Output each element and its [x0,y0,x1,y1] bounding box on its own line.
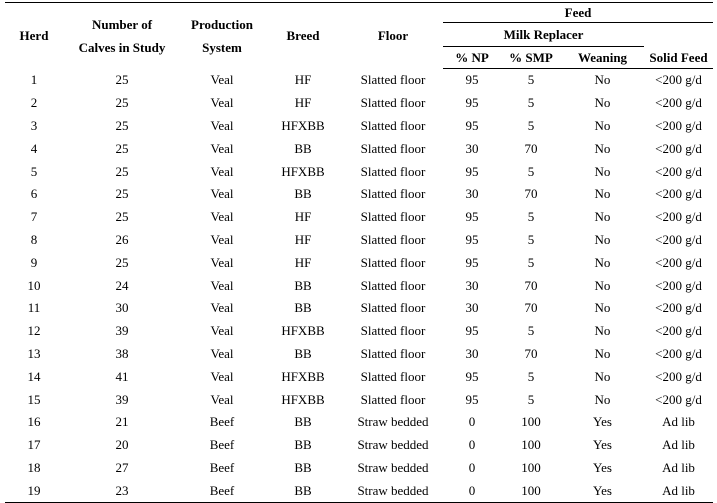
cell-np: 95 [465,391,479,407]
cell-system: Veal [210,186,234,202]
cell-weaning: No [594,163,611,179]
cell-floor: Slatted floor [360,254,426,270]
cell-calves: 39 [115,391,129,407]
cell-calves: 25 [115,254,129,270]
cell-floor: Slatted floor [360,231,426,247]
cell-np: 95 [465,231,479,247]
cell-weaning: No [594,323,611,339]
cell-floor: Straw bedded [357,414,429,430]
cell-system: Veal [210,117,234,133]
cell-system: Veal [210,231,234,247]
cell-weaning: No [594,391,611,407]
cell-calves: 25 [115,209,129,225]
cell-np: 0 [468,459,476,475]
cell-smp: 5 [527,254,535,270]
cell-solid-feed: Ad lib [662,414,695,430]
cell-breed: HFXBB [281,368,325,384]
header-herd: Herd [19,27,49,43]
cell-floor: Straw bedded [343,479,443,502]
cell-smp: 5 [527,231,535,247]
cell-smp: 100 [521,437,541,453]
cell-breed: HFXBB [281,391,325,407]
cell-system: Veal [210,300,234,316]
cell-smp: 70 [524,345,538,361]
cell-weaning: No [594,117,611,133]
cell-breed: HF [294,72,312,88]
header-solid-feed: Solid Feed [644,23,713,69]
cell-breed: BB [294,437,312,453]
cell-floor: Slatted floor [360,391,426,407]
cell-np: 95 [465,323,479,339]
cell-smp: 5 [527,117,535,133]
cell-smp: 70 [524,140,538,156]
cell-weaning: No [594,95,611,111]
cell-system: Veal [210,95,234,111]
cell-np: 95 [465,368,479,384]
cell-calves: 23 [63,479,181,502]
cell-breed: HFXBB [281,163,325,179]
cell-system: Veal [210,140,234,156]
cell-floor: Slatted floor [360,209,426,225]
table-row [5,320,713,343]
cell-breed: BB [263,479,343,502]
cell-floor: Slatted floor [360,300,426,316]
table-row [5,479,713,502]
cell-floor: Slatted floor [360,163,426,179]
table-row [5,92,713,115]
cell-smp: 100 [501,479,561,502]
table-row [5,251,713,274]
header-feed: Feed [443,3,713,23]
table-row [5,183,713,206]
cell-weaning: No [594,186,611,202]
cell-herd: 6 [30,186,38,202]
cell-np: 95 [465,209,479,225]
cell-smp: 5 [527,391,535,407]
cell-system: Beef [181,479,263,502]
cell-floor: Slatted floor [360,186,426,202]
cell-herd: 16 [27,414,41,430]
cell-breed: HF [294,95,312,111]
cell-floor: Straw bedded [357,437,429,453]
cell-herd: 4 [30,140,38,156]
cell-np: 95 [465,254,479,270]
cell-herd: 13 [27,345,41,361]
cell-system: Beef [209,414,235,430]
cell-solid-feed: <200 g/d [655,95,702,111]
cell-herd: 3 [30,117,38,133]
header-breed: Breed [286,27,320,43]
cell-weaning: Yes [593,437,612,453]
table-body [5,69,713,503]
cell-herd: 14 [27,368,41,384]
cell-weaning: Yes [561,479,644,502]
cell-calves: 38 [115,345,129,361]
cell-herd: 2 [30,95,38,111]
table-row [5,388,713,411]
cell-breed: BB [294,186,312,202]
header-floor: Floor [377,27,409,43]
cell-herd: 9 [30,254,38,270]
cell-calves: 21 [115,414,129,430]
cell-calves: 20 [115,437,129,453]
cell-solid-feed: <200 g/d [655,300,702,316]
cell-solid-feed: Ad lib [644,479,713,502]
cell-floor: Slatted floor [360,140,426,156]
cell-floor: Straw bedded [357,459,429,475]
cell-smp: 100 [521,414,541,430]
cell-floor: Slatted floor [360,277,426,293]
cell-solid-feed: <200 g/d [655,209,702,225]
cell-np: 0 [468,414,476,430]
cell-solid-feed: <200 g/d [655,323,702,339]
cell-smp: 70 [524,186,538,202]
cell-calves: 25 [115,163,129,179]
cell-system: Veal [210,209,234,225]
table-row [5,115,713,138]
cell-floor: Slatted floor [360,345,426,361]
cell-herd: 15 [27,391,41,407]
header-system-line2: System [202,39,242,55]
cell-calves: 25 [115,95,129,111]
table-row [5,69,713,92]
cell-weaning: No [594,345,611,361]
cell-smp: 5 [527,95,535,111]
cell-herd: 7 [30,209,38,225]
cell-system: Veal [210,368,234,384]
cell-system: Veal [210,163,234,179]
cell-floor: Slatted floor [360,95,426,111]
table-row [5,206,713,229]
cell-solid-feed: <200 g/d [655,277,702,293]
table-header [5,3,713,69]
cell-np: 95 [465,117,479,133]
cell-herd: 12 [27,323,41,339]
cell-solid-feed: Ad lib [662,459,695,475]
table-row [5,229,713,252]
cell-solid-feed: <200 g/d [655,140,702,156]
cell-breed: HF [294,231,312,247]
cell-np: 30 [465,277,479,293]
table-row [5,365,713,388]
cell-solid-feed: <200 g/d [655,231,702,247]
cell-weaning: Yes [593,414,612,430]
cell-calves: 25 [115,72,129,88]
cell-smp: 5 [527,72,535,88]
table-row [5,343,713,366]
cell-breed: BB [294,140,312,156]
cell-system: Veal [210,277,234,293]
cell-solid-feed: <200 g/d [655,254,702,270]
cell-solid-feed: <200 g/d [655,368,702,384]
cell-solid-feed: <200 g/d [655,72,702,88]
cell-system: Veal [210,72,234,88]
cell-weaning: No [594,72,611,88]
cell-breed: BB [294,300,312,316]
table-row [5,137,713,160]
cell-np: 0 [468,437,476,453]
cell-np: 95 [465,163,479,179]
cell-smp: 5 [527,209,535,225]
table-row [5,457,713,480]
cell-np: 30 [465,345,479,361]
cell-np: 30 [465,186,479,202]
cell-smp: 5 [527,323,535,339]
cell-solid-feed: <200 g/d [655,186,702,202]
cell-calves: 30 [115,300,129,316]
cell-weaning: No [594,277,611,293]
cell-breed: HF [294,254,312,270]
cell-weaning: No [594,209,611,225]
table-row [5,434,713,457]
herd-data-table [5,2,713,503]
cell-breed: HFXBB [281,117,325,133]
cell-smp: 100 [521,459,541,475]
cell-calves: 26 [115,231,129,247]
cell-np: 30 [465,300,479,316]
cell-floor: Slatted floor [360,368,426,384]
cell-solid-feed: <200 g/d [655,163,702,179]
header-calves-in-study [63,3,181,69]
cell-calves: 25 [115,186,129,202]
table-row [5,274,713,297]
cell-np: 0 [443,479,501,502]
cell-calves: 39 [115,323,129,339]
cell-herd: 19 [5,479,63,502]
cell-breed: BB [294,459,312,475]
cell-smp: 70 [524,277,538,293]
cell-breed: HF [294,209,312,225]
cell-smp: 5 [527,163,535,179]
header-calves-line1: Number of [91,16,153,32]
cell-herd: 11 [27,300,41,316]
header-calves-line2: Calves in Study [78,39,166,55]
cell-smp: 5 [527,368,535,384]
header-production-system [181,3,263,69]
cell-herd: 8 [30,231,38,247]
cell-solid-feed: <200 g/d [655,117,702,133]
cell-np: 30 [465,140,479,156]
cell-herd: 5 [30,163,38,179]
table-row [5,297,713,320]
cell-solid-feed: <200 g/d [655,391,702,407]
cell-weaning: No [594,300,611,316]
header-weaning: Weaning [561,47,644,69]
header-np: % NP [443,47,501,69]
cell-calves: 27 [115,459,129,475]
cell-weaning: No [594,140,611,156]
header-milk-replacer: Milk Replacer [443,23,644,47]
cell-weaning: No [594,368,611,384]
cell-np: 95 [465,72,479,88]
cell-herd: 1 [30,72,38,88]
cell-herd: 18 [27,459,41,475]
cell-np: 95 [465,95,479,111]
cell-floor: Slatted floor [360,117,426,133]
cell-weaning: No [594,231,611,247]
cell-weaning: Yes [593,459,612,475]
cell-floor: Slatted floor [360,323,426,339]
cell-system: Veal [210,254,234,270]
table-row [5,411,713,434]
cell-calves: 25 [115,140,129,156]
header-smp: % SMP [501,47,561,69]
cell-smp: 70 [524,300,538,316]
cell-system: Veal [210,345,234,361]
cell-system: Beef [209,459,235,475]
cell-breed: BB [294,414,312,430]
cell-calves: 24 [115,277,129,293]
cell-solid-feed: Ad lib [662,437,695,453]
cell-calves: 41 [115,368,129,384]
cell-calves: 25 [115,117,129,133]
cell-breed: BB [294,345,312,361]
cell-herd: 17 [27,437,41,453]
cell-solid-feed: <200 g/d [655,345,702,361]
table-row [5,160,713,183]
cell-herd: 10 [27,277,41,293]
cell-system: Veal [210,391,234,407]
cell-breed: HFXBB [281,323,325,339]
cell-breed: BB [294,277,312,293]
cell-system: Beef [209,437,235,453]
cell-system: Veal [210,323,234,339]
header-system-line1: Production [191,16,253,32]
cell-floor: Slatted floor [360,72,426,88]
cell-weaning: No [594,254,611,270]
